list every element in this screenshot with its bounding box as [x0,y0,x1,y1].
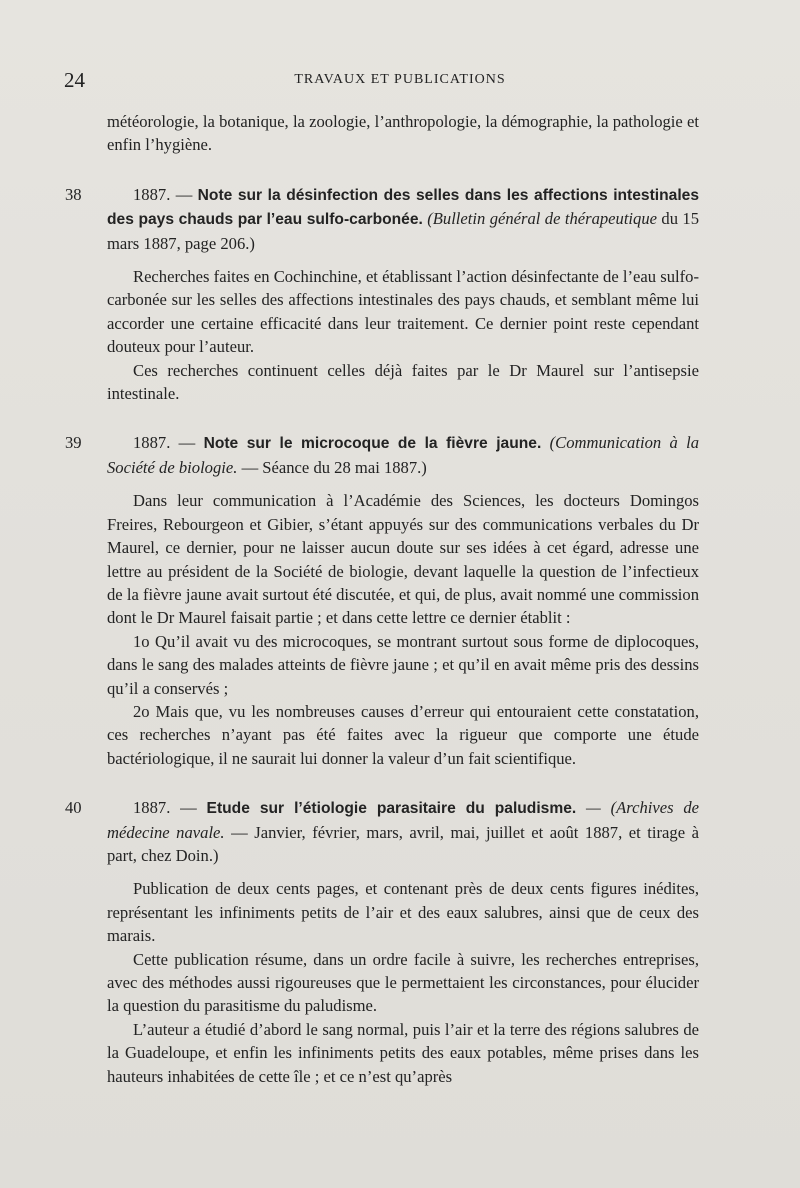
entry-39 [65,431,700,770]
entry-heading [107,796,699,867]
entry-paragraph: L’auteur a étudié d’abord le sang normal, puis l’air et la terre des régions salubres de la Guadeloupe, et enfin les infiniments petits des eaux potables, même prises dans les hauteurs inhabitées de cette île ; et ce n’est qu’après [107,1019,699,1086]
entry-source-rest: du 15 mars 1887, page 206.) [107,209,700,253]
entry-number: 40 [65,798,82,818]
entry-paragraph: Publication de deux cents pages, et contenant près de deux cents figures inédites, représentant les infiniments petits de l’air et des eaux salubres, ainsi que de ceux des marais. [107,879,699,946]
entry-source-italic: (Bulletin général de thérapeutique [427,209,658,229]
entry-heading [107,183,699,255]
body-text [65,110,700,1088]
entry-paragraph: 1o Qu’il avait vu des microcoques, se montrant surtout sous forme de diplocoques, dans le sang des malades atteints de fièvre jaune ; et qu’il en avait même pris des dessins qu’il a conservés ; [107,631,699,698]
entry-paragraph: Ces recherches continuent celles déjà faites par le Dr Maurel sur l’antisepsie intestinale. [107,360,699,404]
entry-title: Note sur la désinfection des selles dans les affections intestinales des pays chauds par l’eau sulfo-carbonée. [107,186,699,229]
entry-40 [65,796,700,1088]
entry-paragraph: Cette publication résume, dans un ordre facile à suivre, les recherches entreprises, avec des méthodes aussi rigoureuses que le permettaient les circonstances, pour élucider la question du parasitisme du paludisme. [107,949,699,1016]
entry-number: 39 [65,433,82,453]
intro-paragraph: météorologie, la botanique, la zoologie, l’anthropologie, la démographie, la pathologie et enfin l’hygiène. [107,112,699,155]
entry-38 [65,183,700,406]
entry-source-italic: (Communication à la Société de biologie. [107,433,700,477]
entry-year: 1887. — [133,433,196,453]
entry-heading [107,431,699,479]
entry-title: Note sur le microcoque de la fièvre jaune. [203,435,542,453]
entry-number: 38 [65,184,82,204]
entry-title: Etude sur l’étiologie parasitaire du paludisme. [206,800,577,818]
page-number: 24 [64,68,85,92]
page-header [0,66,800,96]
entry-source-italic: — (Archives de médecine navale. [107,798,700,842]
entry-year: 1887. — [133,798,197,818]
entry-year: 1887. — [133,184,193,204]
entry-paragraph: 2o Mais que, vu les nombreuses causes d’erreur qui entouraient cette constatation, ces recherches n’ayant pas été faites avec la rigueur que comporte une étude bactériologique, il ne saurait lui donner la valeur d’un fait scientifique. [107,701,699,768]
entry-paragraph: Dans leur communication à l’Académie des Sciences, les docteurs Domingos Freires, Rebourgeon et Gibier, s’étant appuyés sur des communications verbales du Dr Maurel, ce dernier, pour ne laisser aucun doute sur ses idées à cet égard, adresse une lettre au président de la Société de biologie, devant laquelle la question de l’infectieux de la fièvre jaune avait surtout été discutée, et qui, de plus, avait nommé une commission dont le Dr Maurel faisait partie ; et dans cette lettre ce dernier établit : [107,491,699,628]
entry-source-rest: — Séance du 28 mai 1887.) [241,457,427,477]
entry-source-rest: — Janvier, février, mars, avril, mai, juillet et août 1887, et tirage à part, chez Doin.) [107,822,699,865]
entry-paragraph: Recherches faites en Cochinchine, et établissant l’action désinfectante de l’eau sulfo-carbonée sur les selles des affections intestinales des pays chauds, et semblant même lui accorder une certaine efficacité dans leur traitement. Ce dernier point reste cependant douteux pour l’auteur. [107,267,699,357]
running-head: TRAVAUX ET PUBLICATIONS [294,72,506,87]
